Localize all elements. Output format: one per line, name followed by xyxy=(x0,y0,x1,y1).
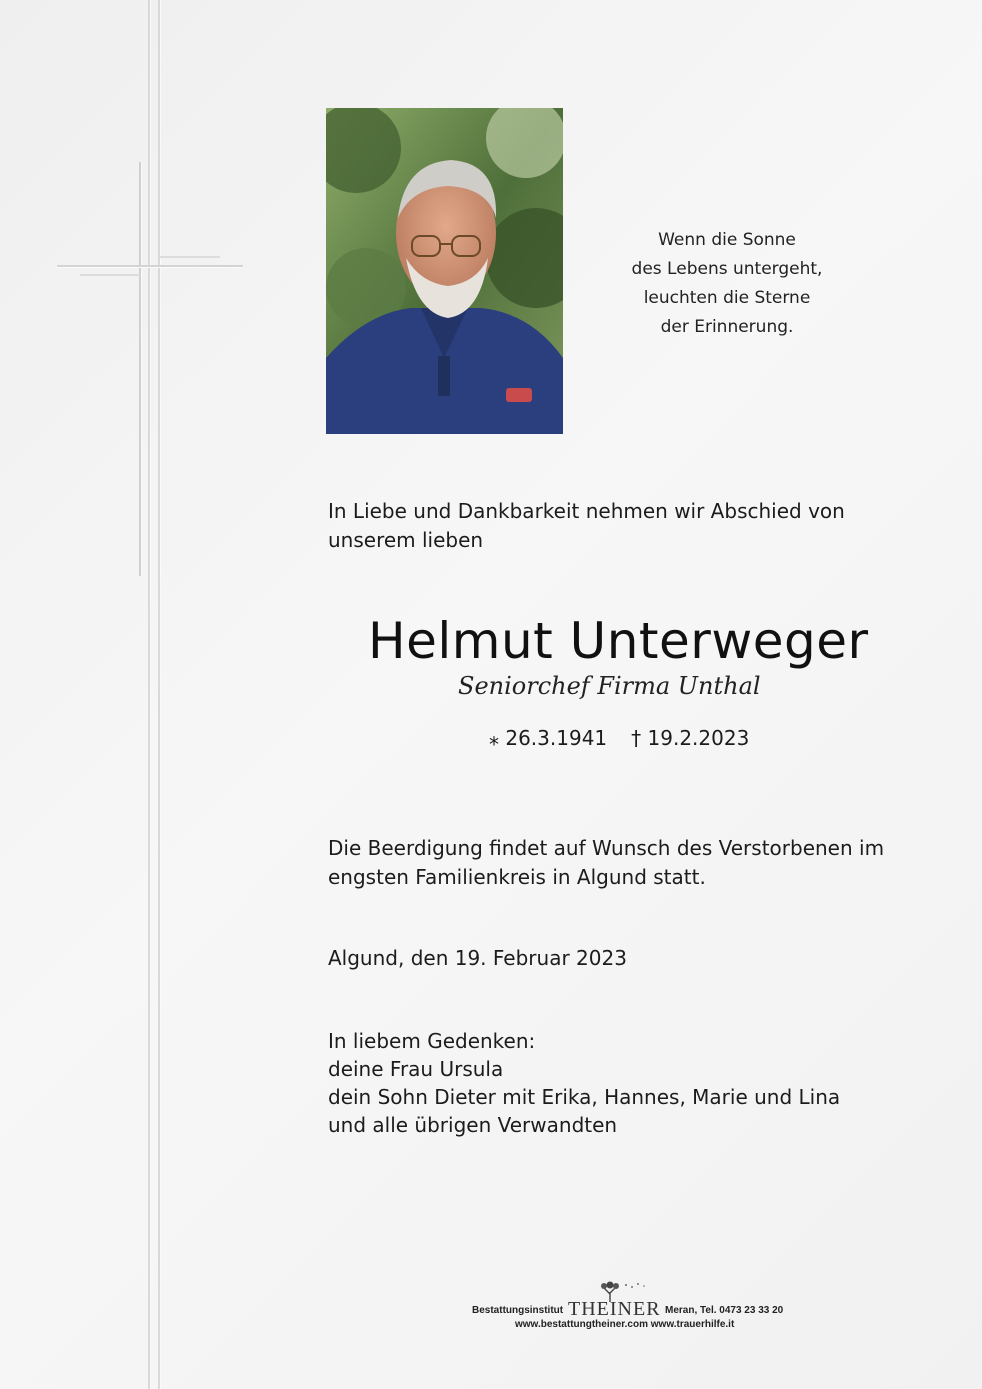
poem-line: des Lebens untergeht, xyxy=(631,259,823,279)
place-date: Algund, den 19. Februar 2023 xyxy=(328,946,627,970)
life-dates xyxy=(489,726,773,750)
cross-accent-left xyxy=(80,274,140,276)
portrait-photo xyxy=(326,108,563,434)
intro-line: In Liebe und Dankbarkeit nehmen wir Abschied von xyxy=(328,499,845,523)
footer-contact: Meran, Tel. 0473 23 33 20 xyxy=(665,1305,784,1316)
footer-websites: www.bestattungtheiner.com www.trauerhilfe.it xyxy=(515,1319,735,1330)
mourner-line: dein Sohn Dieter mit Erika, Hannes, Marie und Lina xyxy=(328,1085,841,1109)
funeral-notice xyxy=(328,834,884,892)
mourners-list xyxy=(328,1027,840,1139)
birth-date: ⁎ 26.3.1941 xyxy=(489,726,608,750)
poem-line: leuchten die Sterne xyxy=(643,288,811,308)
funeral-home-footer xyxy=(472,1290,802,1334)
memorial-poem xyxy=(620,226,834,342)
mourner-line: und alle übrigen Verwandten xyxy=(328,1113,618,1137)
poem-line: der Erinnerung. xyxy=(660,317,794,337)
intro-text xyxy=(328,497,845,555)
footer-brand: THEINER xyxy=(568,1298,661,1320)
cross-accent-right xyxy=(160,256,220,258)
decorative-line-right xyxy=(158,0,160,1389)
mourner-line: In liebem Gedenken: xyxy=(328,1029,536,1053)
funeral-line: Die Beerdigung findet auf Wunsch des Verstorbenen im xyxy=(328,836,885,860)
intro-line: unserem lieben xyxy=(328,528,484,552)
funeral-line: engsten Familienkreis in Algund statt. xyxy=(328,865,706,889)
deceased-title: Seniorchef Firma Unthal xyxy=(458,672,761,700)
death-date: † 19.2.2023 xyxy=(631,726,750,750)
footer-label: Bestattungsinstitut xyxy=(472,1305,564,1316)
cross-horizontal xyxy=(57,265,243,267)
poem-line: Wenn die Sonne xyxy=(658,230,796,250)
deceased-name: Helmut Unterweger xyxy=(368,612,869,670)
mourner-line: deine Frau Ursula xyxy=(328,1057,504,1081)
decorative-line-left xyxy=(148,0,150,1389)
cross-vertical xyxy=(139,162,141,576)
